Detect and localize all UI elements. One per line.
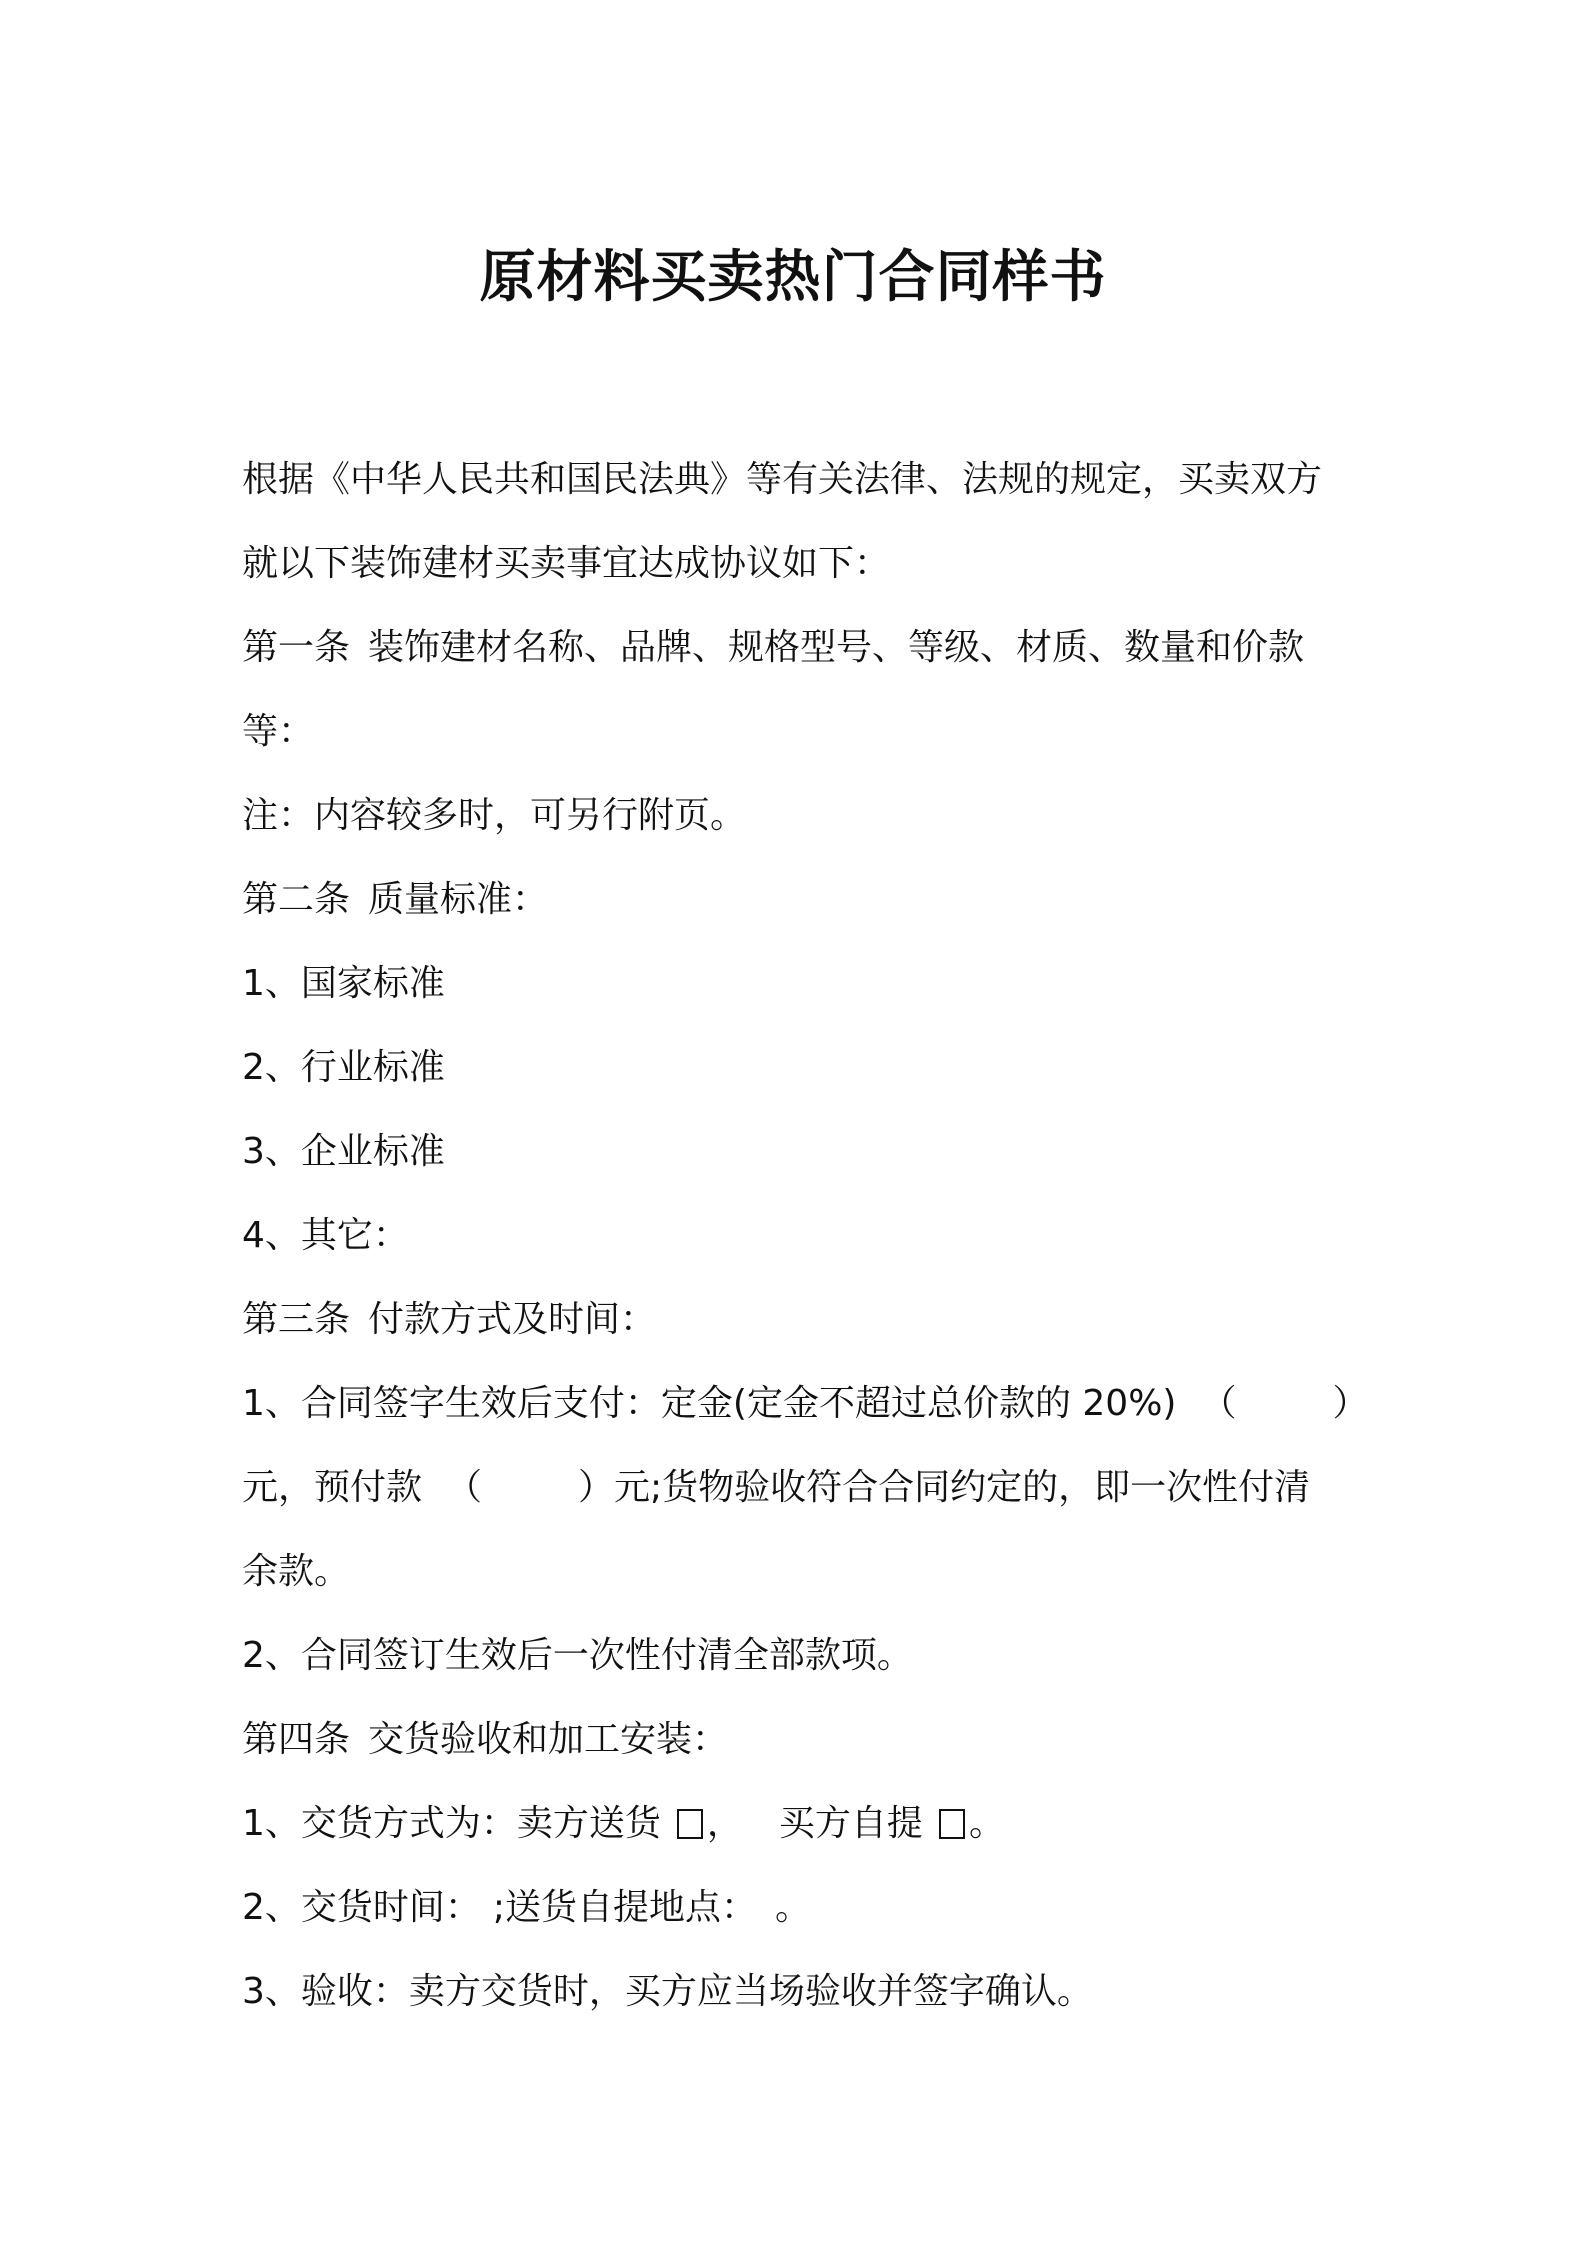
- standard-item-2: 2、行业标准: [242, 1047, 445, 1088]
- payment-item-1-line-3: 余款。: [242, 1551, 351, 1592]
- delivery-comma: ，: [706, 1803, 743, 1844]
- payment-item-1-line-2: [242, 1446, 1382, 1530]
- article-4: [242, 1698, 1382, 1782]
- payment-item-1-line-1: [242, 1362, 1382, 1446]
- buyer-pickup-label: 买方自提: [778, 1803, 923, 1844]
- payment-1-text: 1、合同签字生效后支付：定金(定金不超过总价款的 20%): [242, 1383, 1177, 1424]
- delivery-method-label: 1、交货方式为：卖方送货: [242, 1803, 661, 1844]
- delivery-place-label: ;送货自提地点：: [492, 1887, 758, 1928]
- article-3-text: 付款方式及时间：: [368, 1299, 657, 1340]
- article-1: [242, 606, 1382, 690]
- article-2-text: 质量标准：: [368, 879, 549, 920]
- article-2: [242, 858, 1382, 942]
- document-body: [242, 438, 1382, 2034]
- delivery-time-label: 2、交货时间：: [242, 1887, 481, 1928]
- buyer-pickup-checkbox[interactable]: [939, 1809, 965, 1839]
- article-1-text: 装饰建材名称、品牌、规格型号、等级、材质、数量和价款: [368, 627, 1305, 668]
- intro-line-2: 就以下装饰建材买卖事宜达成协议如下：: [242, 543, 891, 584]
- intro-line-1: 根据《中华人民共和国民法典》等有关法律、法规的规定，买卖双方: [242, 459, 1323, 500]
- prepayment-label: 元，预付款: [242, 1467, 423, 1508]
- article-4-text: 交货验收和加工安装：: [368, 1719, 729, 1760]
- delivery-period: 。: [968, 1803, 1005, 1844]
- document-title: 原材料买卖热门合同样书: [479, 245, 1107, 310]
- article-3: [242, 1278, 1382, 1362]
- note-line: 注：内容较多时，可另行附页。: [242, 795, 747, 836]
- prepayment-paren-open: （: [446, 1467, 483, 1508]
- delivery-item-3: 3、验收：卖方交货时，买方应当场验收并签字确认。: [242, 1971, 1093, 2012]
- prepayment-paren-close: ）: [578, 1467, 615, 1508]
- standard-item-4: 4、其它：: [242, 1215, 409, 1256]
- article-1-heading: 第一条: [242, 627, 351, 668]
- delivery-item-2: [242, 1866, 1382, 1950]
- standard-item-1: 1、国家标准: [242, 963, 445, 1004]
- deposit-paren-open: （: [1200, 1383, 1237, 1424]
- deposit-paren-close: ）: [1332, 1383, 1369, 1424]
- standard-item-3: 3、企业标准: [242, 1131, 445, 1172]
- delivery-item-1: [242, 1782, 1382, 1866]
- article-1-continuation: 等：: [242, 711, 315, 752]
- delivery-place-period: 。: [775, 1887, 812, 1928]
- article-2-heading: 第二条: [242, 879, 351, 920]
- seller-delivery-checkbox[interactable]: [677, 1809, 703, 1839]
- payment-1-rest: 元;货物验收符合合同约定的，即一次性付清: [614, 1467, 1311, 1508]
- article-3-heading: 第三条: [242, 1299, 351, 1340]
- article-4-heading: 第四条: [242, 1719, 351, 1760]
- payment-item-2: 2、合同签订生效后一次性付清全部款项。: [242, 1635, 913, 1676]
